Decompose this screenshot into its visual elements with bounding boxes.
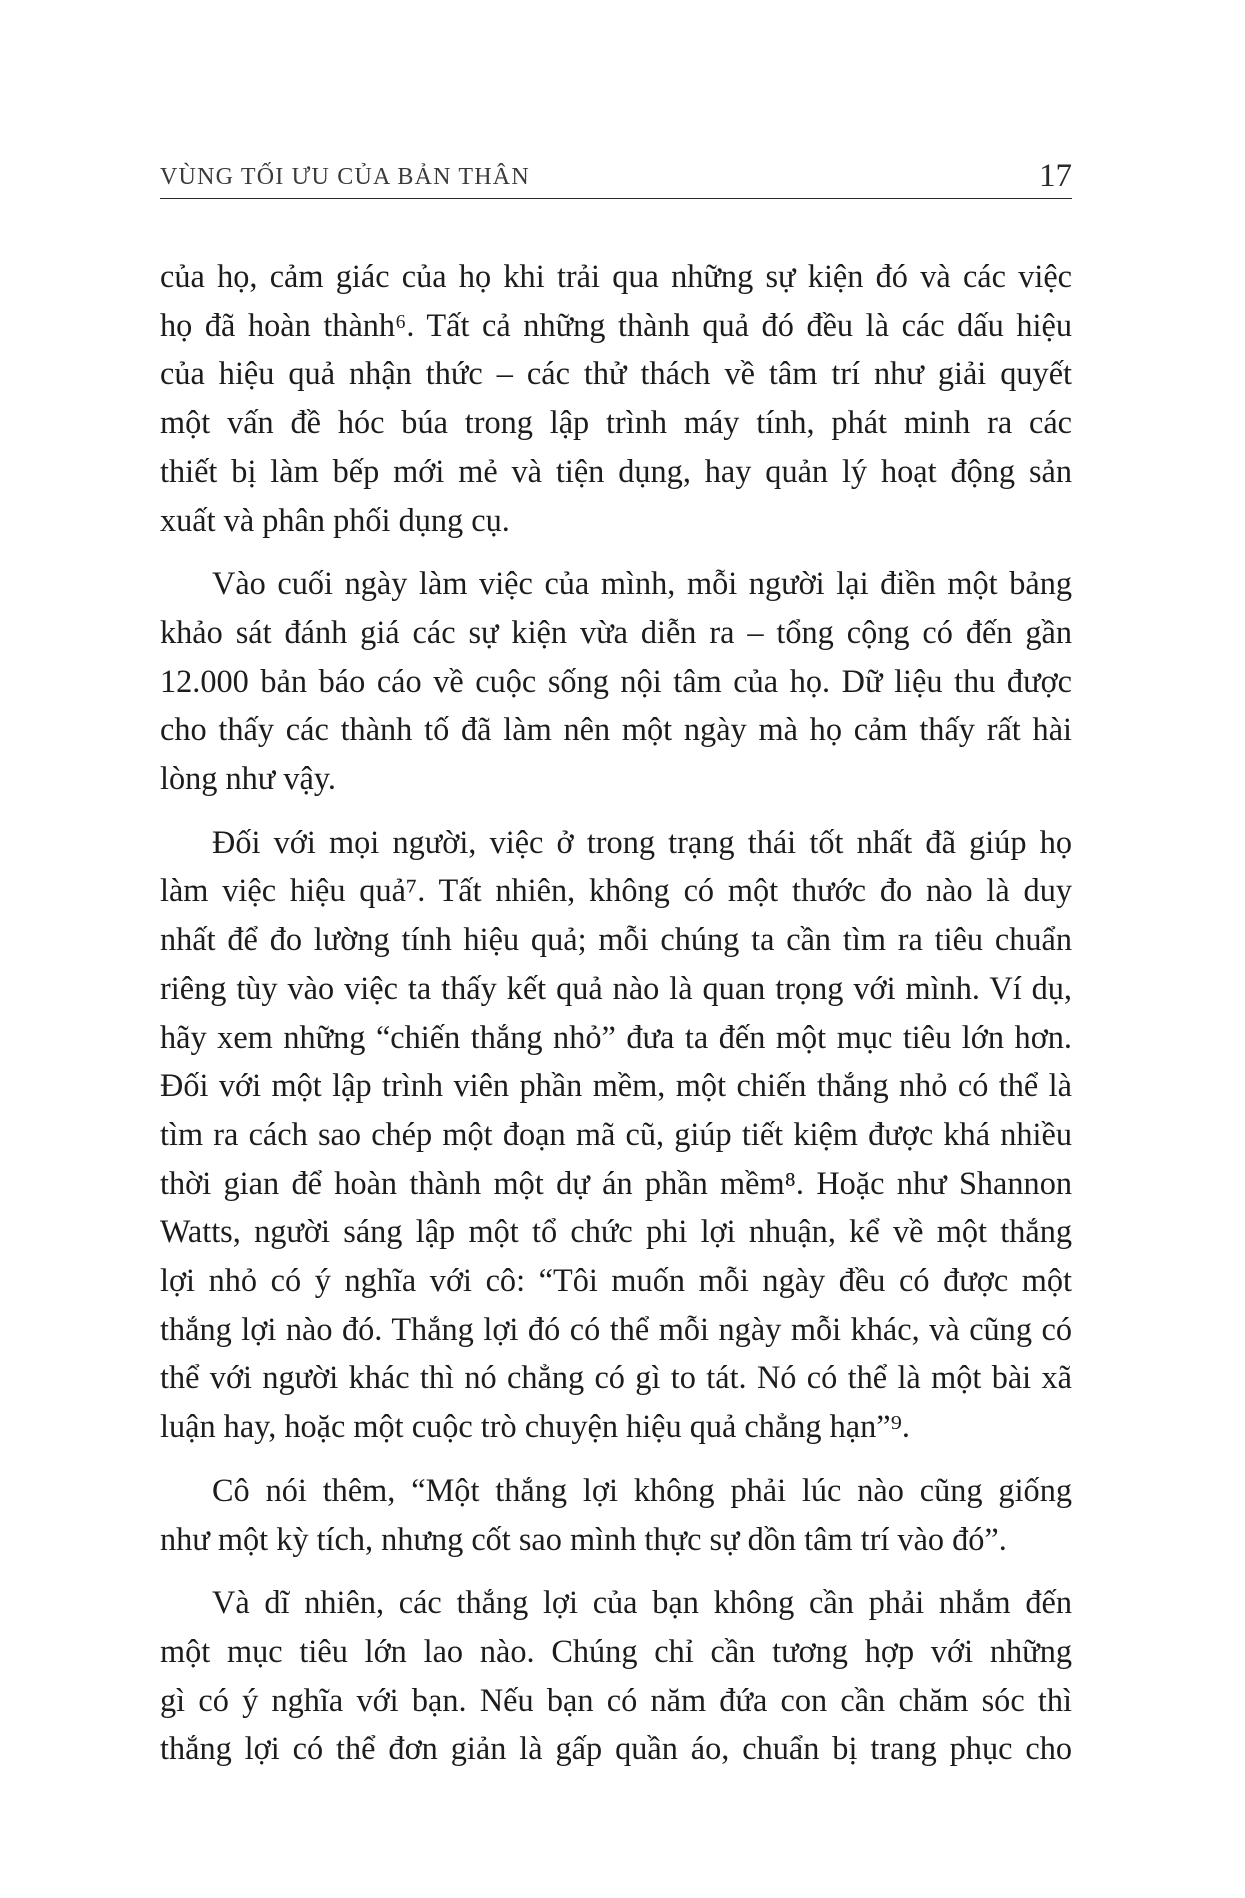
paragraph-3 — [160, 818, 1072, 1451]
text-line: thắng lợi có thể đơn giản là gấp quần áo, chuẩn bị trang phục cho — [160, 1730, 1072, 1767]
text-line: làm việc hiệu quả⁷. Tất nhiên, không có một thước đo nào là duy — [160, 872, 1072, 909]
text-line: thể với người khác thì nó chẳng có gì to tát. Nó có thể là một bài xã — [160, 1359, 1072, 1396]
page-number: 17 — [1039, 158, 1072, 194]
text-line: cho thấy các thành tố đã làm nên một ngày mà họ cảm thấy rất hài — [160, 711, 1072, 748]
text-line: nhất để đo lường tính hiệu quả; mỗi chúng ta cần tìm ra tiêu chuẩn — [160, 921, 1072, 958]
text-line: luận hay, hoặc một cuộc trò chuyện hiệu quả chẳng hạn”⁹. — [160, 1408, 910, 1445]
paragraph-2 — [160, 559, 1072, 803]
text-line: lòng như vậy. — [160, 760, 336, 797]
text-line: một vấn đề hóc búa trong lập trình máy tính, phát minh ra các — [160, 404, 1072, 441]
text-line: Vào cuối ngày làm việc của mình, mỗi người lại điền một bảng — [212, 565, 1072, 602]
text-line: lợi nhỏ có ý nghĩa với cô: “Tôi muốn mỗi ngày đều có được một — [160, 1262, 1072, 1299]
text-line: xuất và phân phối dụng cụ. — [160, 501, 510, 538]
text-line: Cô nói thêm, “Một thắng lợi không phải lúc nào cũng giống — [212, 1471, 1072, 1508]
text-line: thời gian để hoàn thành một dự án phần mềm⁸. Hoặc như Shannon — [160, 1164, 1072, 1201]
text-line: gì có ý nghĩa với bạn. Nếu bạn có năm đứa con cần chăm sóc thì — [160, 1681, 1072, 1718]
text-line: một mục tiêu lớn lao nào. Chúng chỉ cần tương hợp với những — [160, 1632, 1072, 1669]
chapter-title: VÙNG TỐI ƯU CỦA BẢN THÂN — [160, 164, 530, 190]
text-line: Đối với một lập trình viên phần mềm, một chiến thắng nhỏ có thể là — [160, 1067, 1072, 1104]
text-line: thiết bị làm bếp mới mẻ và tiện dụng, hay quản lý hoạt động sản — [160, 452, 1072, 489]
text-line: họ đã hoàn thành⁶. Tất cả những thành quả đó đều là các dấu hiệu — [160, 306, 1072, 343]
text-line: hãy xem những “chiến thắng nhỏ” đưa ta đến một mục tiêu lớn hơn. — [160, 1018, 1072, 1055]
paragraph-5 — [160, 1578, 1072, 1773]
paragraph-1 — [160, 252, 1072, 544]
body-text — [160, 252, 1072, 1773]
text-line: khảo sát đánh giá các sự kiện vừa diễn ra – tổng cộng có đến gần — [160, 613, 1072, 650]
text-line: tìm ra cách sao chép một đoạn mã cũ, giúp tiết kiệm được khá nhiều — [160, 1115, 1072, 1152]
text-line: thắng lợi nào đó. Thắng lợi đó có thể mỗi ngày mỗi khác, và cũng có — [160, 1310, 1072, 1347]
text-line: Watts, người sáng lập một tổ chức phi lợi nhuận, kể về một thắng — [160, 1213, 1072, 1250]
text-line: Đối với mọi người, việc ở trong trạng thái tốt nhất đã giúp họ — [212, 823, 1072, 860]
text-line: 12.000 bản báo cáo về cuộc sống nội tâm của họ. Dữ liệu thu được — [160, 662, 1072, 699]
text-line: của hiệu quả nhận thức – các thử thách về tâm trí như giải quyết — [160, 355, 1072, 392]
text-line: Và dĩ nhiên, các thắng lợi của bạn không cần phải nhắm đến — [212, 1584, 1072, 1621]
running-header — [160, 158, 1072, 199]
paragraph-4 — [160, 1466, 1072, 1563]
text-line: riêng tùy vào việc ta thấy kết quả nào là quan trọng với mình. Ví dụ, — [160, 969, 1072, 1006]
text-line: của họ, cảm giác của họ khi trải qua những sự kiện đó và các việc — [160, 258, 1072, 294]
text-line: như một kỳ tích, nhưng cốt sao mình thực sự dồn tâm trí vào đó”. — [160, 1520, 1007, 1557]
